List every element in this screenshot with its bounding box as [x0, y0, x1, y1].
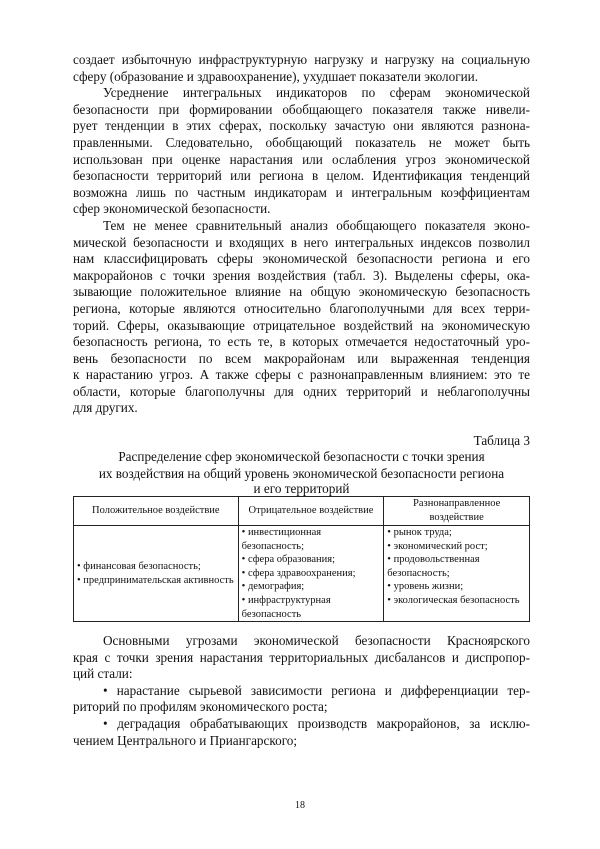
list-item: • рынок труда;	[387, 527, 452, 538]
paragraph-3	[73, 218, 530, 417]
header-negative: Отрицательное воздействие	[238, 497, 384, 526]
text-line: для других.	[73, 400, 138, 416]
body-text-top	[73, 52, 530, 417]
list-item: • инвестиционная безопасность;	[241, 527, 322, 552]
text-line: ций стали:	[73, 666, 133, 682]
table-header-row	[74, 497, 530, 526]
table-title	[73, 449, 530, 496]
text-line: края с точки зрения нарастания территориальных дисбалансов и диспропор-	[73, 649, 530, 665]
list-item: • демография;	[241, 581, 305, 593]
text-line: создает избыточную инфраструктурную нагрузку и нагрузку на социальную	[73, 52, 530, 67]
list-item: • экономический рост;	[387, 540, 488, 552]
table-label: Таблица 3	[473, 433, 530, 448]
text-line: безопасность региона, то есть те, в которых отмечается недостаточный уро-	[73, 334, 530, 350]
list-item: • продовольственная безопасность;	[387, 554, 480, 579]
text-line: безопасности при формировании обобщающего показателя также нивели-	[73, 101, 530, 117]
text-line: использован при оценке нарастания или ослабления угроз экономической	[73, 151, 530, 167]
text-line: безопасности территорий или региона в целом. Идентификация тенденций	[73, 168, 530, 184]
cell-positive	[74, 526, 239, 622]
paragraph-6	[73, 716, 530, 749]
cell-mixed	[384, 526, 530, 622]
table-title-line: их воздействия на общий уровень экономической безопасности региона	[98, 465, 505, 481]
text-line: возможна лишь по частным индикаторам и интегральным коэффициентам	[73, 184, 530, 200]
text-line: чением Центрального и Приангарского;	[73, 732, 298, 748]
text-line: рует тенденции в этих сферах, поскольку зачастую они являются разнона-	[73, 118, 530, 134]
text-line: • нарастание сырьевой зависимости региона и дифференциации тер-	[103, 682, 530, 698]
text-line: правленными. Следовательно, обобщающий показатель не может быть	[73, 134, 530, 150]
text-line: торий. Сферы, оказывающие отрицательное воздействий на экономическую	[73, 317, 530, 333]
paragraph-2	[73, 85, 530, 218]
list-item: • инфраструктурная безопасность	[241, 594, 331, 620]
text-line: региона, которые являются относительно благополучными для всех терри-	[73, 300, 530, 316]
body-text-bottom	[73, 633, 530, 749]
text-line: мической безопасности и входящих в него интегральных индексов позволил	[73, 234, 530, 250]
table-title-line: Распределение сфер экономической безопасности с точки зрения	[118, 449, 485, 464]
header-positive: Положительное воздействие	[74, 497, 239, 526]
text-line: макрорайонов с точки зрения воздействия (табл. 3). Выделены сферы, ока-	[73, 267, 530, 283]
paragraph-5	[73, 683, 530, 716]
list-item: • экологическая безопасность	[387, 594, 520, 606]
text-line: Усреднение интегральных индикаторов по сферам экономической	[103, 85, 530, 101]
list-item: • уровень жизни;	[387, 581, 464, 593]
table-title-line: и его территорий	[253, 481, 350, 497]
text-line: нам классифицировать сферы экономической безопасности региона и его	[73, 251, 530, 267]
text-line: Основными угрозами экономической безопасности Красноярского	[103, 633, 530, 648]
paragraph-1	[73, 52, 530, 85]
text-line: риторий по профилям экономического роста;	[73, 699, 328, 715]
text-line: к нарастанию угроз. А также сферы с разнонаправленным влиянием: это те	[73, 367, 530, 383]
paragraph-4	[73, 633, 530, 683]
text-line: сфер экономической безопасности.	[73, 201, 271, 217]
list-item: • предпринимательская активность	[77, 574, 234, 586]
text-line: сферу (образование и здравоохранение), ухудшает показатели экологии.	[73, 68, 479, 84]
text-line: зывающие положительное влияние на общую экономическую безопасность	[73, 284, 530, 300]
text-line: • деградация обрабатывающих производств макрорайонов, за исклю-	[103, 715, 530, 731]
list-item: • сфера здравоохранения;	[241, 567, 356, 579]
list-item: • финансовая безопасность;	[77, 560, 201, 572]
text-line: области, которые благополучны для одних территорий и неблагополучны	[73, 383, 530, 399]
page-number: 18	[295, 800, 305, 811]
list-item: • сфера образования;	[241, 554, 336, 566]
cell-negative	[238, 526, 384, 622]
header-mixed: Разнонаправленное воздействие	[384, 497, 530, 526]
text-line: вень безопасности по всем макрорайонам или выраженная тенденция	[73, 350, 530, 366]
text-line: Тем не менее сравнительный анализ обобщающего показателя эконо-	[103, 217, 530, 233]
distribution-table	[73, 496, 530, 622]
table-row	[74, 526, 530, 622]
